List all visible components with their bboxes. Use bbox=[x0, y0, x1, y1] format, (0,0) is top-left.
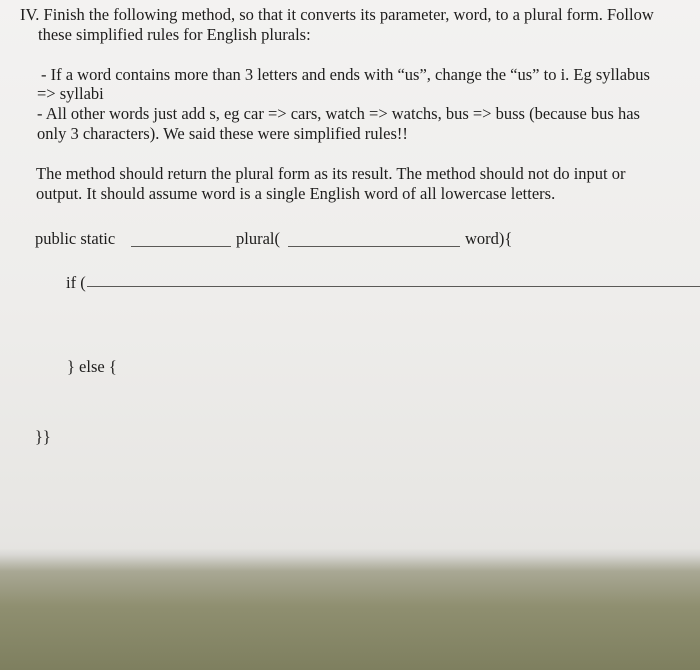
desk-background bbox=[0, 555, 700, 670]
signature-mid: plural( bbox=[236, 229, 280, 248]
rule-1-line-1: - If a word contains more than 3 letters and ends with “us”, change the “us” to i. Eg syllabus bbox=[41, 65, 650, 84]
question-line-1: IV. Finish the following method, so that it converts its parameter, word, to a plural form. Follow bbox=[20, 5, 654, 24]
parameter-type-blank[interactable] bbox=[288, 246, 460, 247]
return-type-blank[interactable] bbox=[131, 246, 231, 247]
instructions-line-1: The method should return the plural form as its result. The method should not do input or bbox=[36, 164, 626, 183]
signature-start: public static bbox=[35, 229, 116, 248]
question-line-2: these simplified rules for English plurals: bbox=[38, 25, 311, 44]
signature-end: word){ bbox=[465, 229, 513, 248]
instructions-line-2: output. It should assume word is a single English word of all lowercase letters. bbox=[36, 184, 556, 203]
closing-braces: }} bbox=[35, 427, 51, 446]
if-label: if ( bbox=[66, 273, 86, 292]
if-condition-blank[interactable] bbox=[87, 286, 700, 287]
rule-1-line-2: => syllabi bbox=[37, 84, 104, 103]
rule-2-line-2: only 3 characters). We said these were simplified rules!! bbox=[37, 124, 408, 143]
else-label: } else { bbox=[67, 357, 117, 376]
rule-2-line-1: - All other words just add s, eg car => cars, watch => watchs, bus => buss (because bus has bbox=[37, 104, 640, 123]
